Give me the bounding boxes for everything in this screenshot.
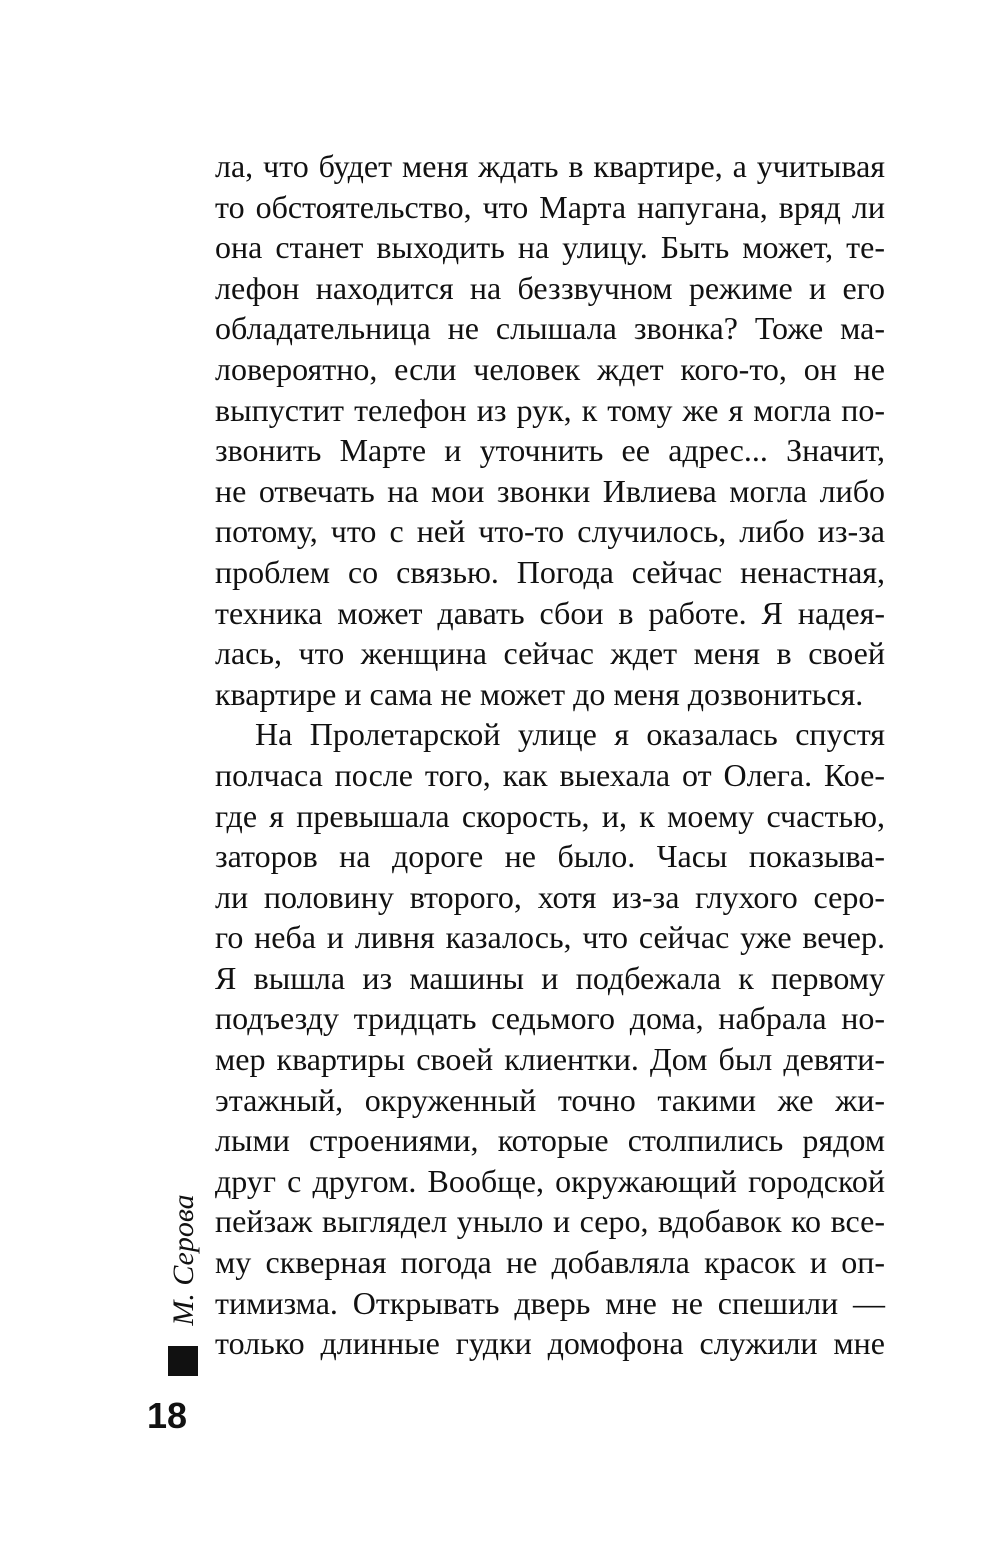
text-line: Я вышла из машины и подбежала к первому <box>215 959 885 996</box>
text-line: подъезду тридцать седьмого дома, набрала но- <box>215 1000 885 1037</box>
text-line: мер квартиры своей клиентки. Дом был девяти- <box>215 1041 885 1078</box>
text-line: этажный, окруженный точно такими же жи- <box>215 1081 885 1118</box>
text-line: только длинные гудки домофона служили мне <box>215 1325 885 1362</box>
text-line: она станет выходить на улицу. Быть может, те- <box>215 229 885 266</box>
text-line: ловероятно, если человек ждет кого-то, он не <box>215 350 885 387</box>
paragraph-start-line: На Пролетарской улице я оказалась спустя <box>255 716 885 753</box>
text-line: не отвечать на мои звонки Ивлиева могла либо <box>215 472 885 509</box>
text-line: обладательница не слышала звонка? Тоже ма- <box>215 310 885 347</box>
text-line: друг с другом. Вообще, окружающий городской <box>215 1162 885 1199</box>
text-line: лефон находится на беззвучном режиме и его <box>215 269 885 306</box>
text-line: проблем со связью. Погода сейчас ненастная, <box>215 553 885 590</box>
text-line: где я превышала скорость, и, к моему счастью, <box>215 797 885 834</box>
text-line: ли половину второго, хотя из-за глухого серо- <box>215 878 885 915</box>
text-line: пейзаж выглядел уныло и серо, вдобавок ко все- <box>215 1203 885 1240</box>
running-header-author: М. Серова <box>167 1194 200 1326</box>
text-line: техника может давать сбои в работе. Я надея- <box>215 594 885 631</box>
text-line: ла, что будет меня ждать в квартире, а учитывая <box>215 148 885 184</box>
text-line: то обстоятельство, что Марта напугана, вряд ли <box>215 188 885 225</box>
text-line: лась, что женщина сейчас ждет меня в своей <box>215 635 885 672</box>
text-line: выпустит телефон из рук, к тому же я могла по- <box>215 391 885 428</box>
text-line: го неба и ливня казалось, что сейчас уже вечер. <box>215 919 885 956</box>
text-line: заторов на дороге не было. Часы показыва- <box>215 838 885 875</box>
body-text <box>215 146 885 1364</box>
text-line: тимизма. Открывать дверь мне не спешили — <box>215 1284 885 1321</box>
text-line: звонить Марте и уточнить ее адрес... Значит, <box>215 432 885 469</box>
header-square-ornament <box>168 1346 198 1376</box>
page-number: 18 <box>147 1395 188 1436</box>
text-line: му скверная погода не добавляла красок и оп- <box>215 1244 885 1281</box>
text-line: лыми строениями, которые столпились рядом <box>215 1122 885 1159</box>
text-line: потому, что с ней что-то случилось, либо из-за <box>215 513 885 550</box>
text-line: полчаса после того, как выехала от Олега. Кое- <box>215 756 885 793</box>
paragraph-end-line: квартире и сама не может до меня дозвониться. <box>215 675 864 712</box>
